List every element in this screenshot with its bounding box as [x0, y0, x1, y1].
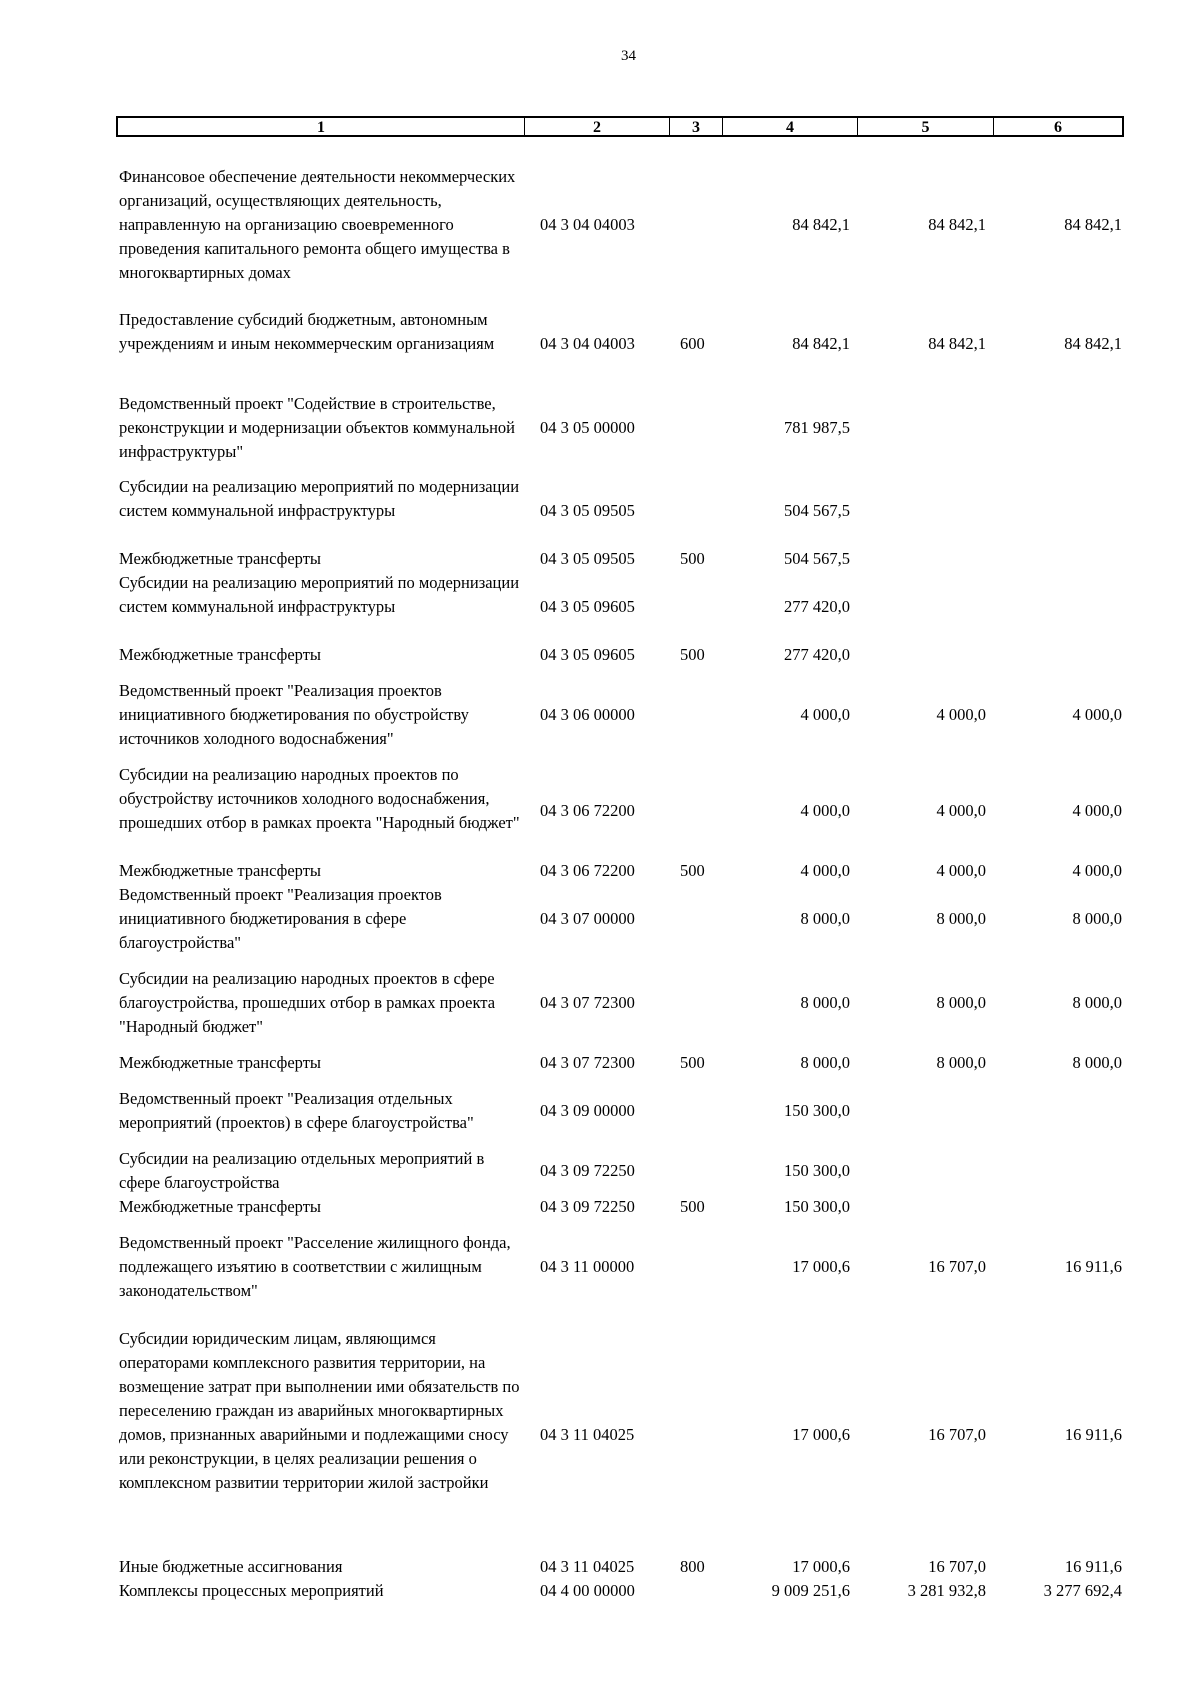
- row-name: Предоставление субсидий бюджетным, автономным учреждениям и иным некоммерческим организациям: [119, 310, 495, 353]
- row-value-4: 150 300,0: [784, 1197, 850, 1216]
- row-name: Субсидии на реализацию народных проектов в сфере благоустройства, прошедших отбор в рамках проекта "Народный бюджет": [119, 969, 496, 1036]
- row-code: 04 3 09 72250: [540, 1197, 635, 1216]
- row-name: Межбюджетные трансферты: [119, 1053, 322, 1072]
- row-name: Субсидии на реализацию мероприятий по модернизации систем коммунальной инфраструктуры: [119, 477, 520, 520]
- row-name: Комплексы процессных мероприятий: [119, 1581, 384, 1600]
- row-value-6: 8 000,0: [1072, 993, 1122, 1012]
- row-value-5: 3 281 932,8: [907, 1581, 986, 1600]
- row-kvr: 500: [680, 861, 705, 880]
- row-code: 04 3 04 04003: [540, 215, 635, 234]
- row-value-4: 17 000,6: [792, 1257, 850, 1276]
- row-value-4: 8 000,0: [800, 993, 850, 1012]
- row-value-5: 84 842,1: [928, 334, 986, 353]
- row-value-5: 16 707,0: [928, 1257, 986, 1276]
- row-code: 04 3 05 09605: [540, 645, 635, 664]
- row-name: Ведомственный проект "Содействие в строительстве, реконструкции и модернизации объектов коммунальной инфраструктуры": [119, 394, 515, 461]
- header-col-2: 2: [525, 118, 670, 135]
- row-name: Субсидии юридическим лицам, являющимся операторами комплексного развития территории, на возмещение затрат при выполнении ими обязательств по переселению граждан из аварийных многоквартирных домов, признанных аварийными и подлежащими сносу или реконструкции, в целях реализации решения о комплексном развитии территории жилой застройки: [119, 1329, 520, 1492]
- row-code: 04 3 05 09505: [540, 501, 635, 520]
- row-value-5: 16 707,0: [928, 1425, 986, 1444]
- row-code: 04 3 05 09505: [540, 549, 635, 568]
- row-value-6: 4 000,0: [1072, 705, 1122, 724]
- header-col-3: 3: [670, 118, 723, 135]
- row-value-4: 9 009 251,6: [771, 1581, 850, 1600]
- row-code: 04 3 09 00000: [540, 1101, 635, 1120]
- page-number: 34: [621, 48, 636, 64]
- row-value-6: 16 911,6: [1064, 1257, 1122, 1276]
- row-value-5: 8 000,0: [936, 1053, 986, 1072]
- row-value-5: 84 842,1: [928, 215, 986, 234]
- row-code: 04 3 07 00000: [540, 909, 635, 928]
- row-kvr: 500: [680, 1197, 705, 1216]
- row-name: Межбюджетные трансферты: [119, 549, 322, 568]
- row-code: 04 3 05 00000: [540, 418, 635, 437]
- row-code: 04 3 05 09605: [540, 597, 635, 616]
- row-code: 04 3 06 72200: [540, 861, 635, 880]
- row-name: Межбюджетные трансферты: [119, 1197, 322, 1216]
- row-value-6: 4 000,0: [1072, 861, 1122, 880]
- row-name: Межбюджетные трансферты: [119, 645, 322, 664]
- row-name: Межбюджетные трансферты: [119, 861, 322, 880]
- row-kvr: 600: [680, 334, 705, 353]
- row-value-4: 4 000,0: [800, 801, 850, 820]
- row-value-5: 16 707,0: [928, 1557, 986, 1576]
- row-value-5: 4 000,0: [936, 801, 986, 820]
- row-code: 04 3 11 04025: [540, 1425, 635, 1444]
- row-code: 04 3 06 72200: [540, 801, 635, 820]
- row-value-6: 4 000,0: [1072, 801, 1122, 820]
- row-name: Иные бюджетные ассигнования: [119, 1557, 343, 1576]
- row-value-4: 4 000,0: [800, 705, 850, 724]
- row-name: Ведомственный проект "Реализация проектов инициативного бюджетирования по обустройству источников холодного водоснабжения": [119, 681, 469, 748]
- row-value-4: 150 300,0: [784, 1101, 850, 1120]
- row-name: Субсидии на реализацию мероприятий по модернизации систем коммунальной инфраструктуры: [119, 573, 520, 616]
- row-code: 04 3 11 04025: [540, 1557, 635, 1576]
- row-name: Ведомственный проект "Реализация отдельных мероприятий (проектов) в сфере благоустройства": [119, 1089, 474, 1132]
- row-value-4: 84 842,1: [792, 334, 850, 353]
- row-value-6: 84 842,1: [1064, 215, 1122, 234]
- row-name: Субсидии на реализацию народных проектов по обустройству источников холодного водоснабжения, прошедших отбор в рамках проекта "Народный бюджет": [119, 765, 520, 832]
- row-value-4: 504 567,5: [784, 549, 850, 568]
- row-kvr: 800: [680, 1557, 705, 1576]
- row-value-6: 3 277 692,4: [1043, 1581, 1122, 1600]
- row-value-4: 8 000,0: [800, 909, 850, 928]
- row-value-4: 277 420,0: [784, 645, 850, 664]
- header-col-5: 5: [858, 118, 994, 135]
- row-value-4: 150 300,0: [784, 1161, 850, 1180]
- row-code: 04 3 04 04003: [540, 334, 635, 353]
- row-name: Субсидии на реализацию отдельных мероприятий в сфере благоустройства: [119, 1149, 485, 1192]
- row-value-6: 16 911,6: [1064, 1557, 1122, 1576]
- row-value-5: 4 000,0: [936, 861, 986, 880]
- row-value-4: 4 000,0: [800, 861, 850, 880]
- row-value-6: 84 842,1: [1064, 334, 1122, 353]
- row-value-5: 8 000,0: [936, 993, 986, 1012]
- row-value-6: 16 911,6: [1064, 1425, 1122, 1444]
- table-header: [116, 116, 1124, 137]
- header-col-1: 1: [118, 118, 525, 135]
- row-code: 04 3 07 72300: [540, 993, 635, 1012]
- row-code: 04 3 11 00000: [540, 1257, 635, 1276]
- row-value-4: 84 842,1: [792, 215, 850, 234]
- row-name: Ведомственный проект "Реализация проектов инициативного бюджетирования в сфере благоустройства": [119, 885, 442, 952]
- row-value-5: 4 000,0: [936, 705, 986, 724]
- row-value-4: 17 000,6: [792, 1425, 850, 1444]
- row-value-6: 8 000,0: [1072, 909, 1122, 928]
- row-kvr: 500: [680, 1053, 705, 1072]
- row-value-5: 8 000,0: [936, 909, 986, 928]
- row-value-4: 504 567,5: [784, 501, 850, 520]
- row-name: Финансовое обеспечение деятельности некоммерческих организаций, осуществляющих деятельность, направленную на организацию своевременного проведения капитального ремонта общего имущества в многоквартирных домах: [119, 167, 516, 282]
- row-code: 04 3 06 00000: [540, 705, 635, 724]
- row-kvr: 500: [680, 549, 705, 568]
- row-code: 04 3 07 72300: [540, 1053, 635, 1072]
- row-kvr: 500: [680, 645, 705, 664]
- row-value-4: 8 000,0: [800, 1053, 850, 1072]
- row-value-4: 277 420,0: [784, 597, 850, 616]
- header-col-6: 6: [1054, 119, 1062, 136]
- row-code: 04 4 00 00000: [540, 1581, 635, 1600]
- row-value-4: 17 000,6: [792, 1557, 850, 1576]
- row-value-6: 8 000,0: [1072, 1053, 1122, 1072]
- row-code: 04 3 09 72250: [540, 1161, 635, 1180]
- header-col-4: 4: [723, 118, 858, 135]
- row-value-4: 781 987,5: [784, 418, 850, 437]
- row-name: Ведомственный проект "Расселение жилищного фонда, подлежащего изъятию в соответствии с жилищным законодательством": [119, 1233, 511, 1300]
